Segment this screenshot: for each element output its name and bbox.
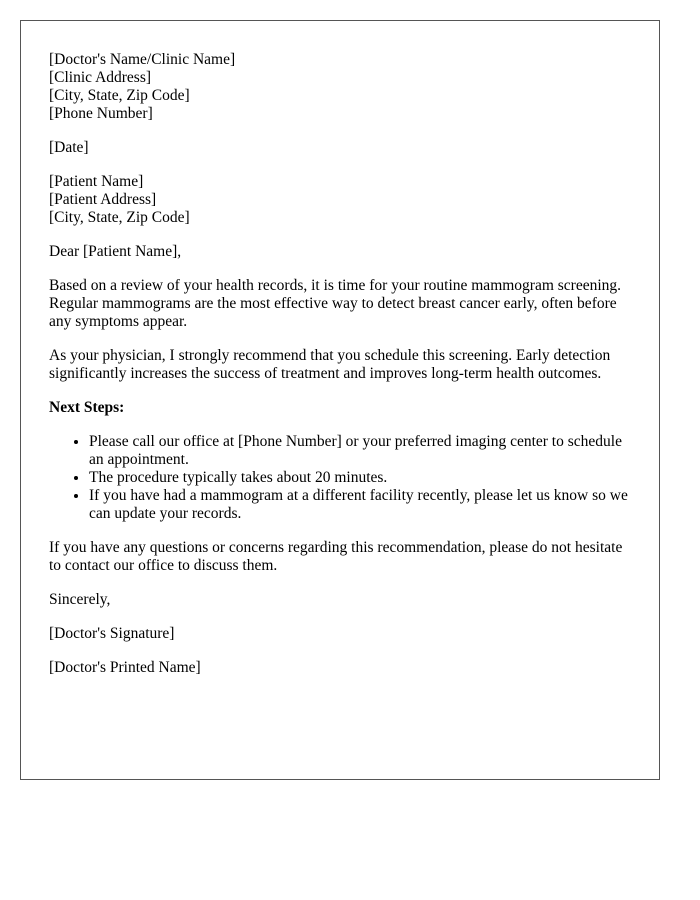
list-item: • The procedure typically takes about 20 minutes.: [89, 469, 631, 487]
body-paragraph-1: Based on a review of your health records, it is time for your routine mammogram screening. Regular mammograms are the most effective way to detect breast cancer early, often before any symptoms appear.: [49, 277, 622, 330]
sender-name: [Doctor's Name/Clinic Name]: [49, 51, 236, 68]
sender-phone: [Phone Number]: [49, 105, 153, 122]
body-paragraph-2: As your physician, I strongly recommend that you schedule this screening. Early detection significantly increases the success of treatment and improves long-term health outcomes.: [49, 347, 611, 382]
salutation: Dear [Patient Name],: [49, 243, 182, 260]
list-item: • Please call our office at [Phone Number] or your preferred imaging center to schedule an appointment.: [89, 433, 631, 469]
letter-page: [20, 20, 660, 780]
signature: [Doctor's Signature]: [49, 625, 175, 642]
list-item: • If you have had a mammogram at a different facility recently, please let us know so we can update your records.: [89, 487, 631, 523]
next-steps-heading: Next Steps:: [49, 399, 125, 416]
sender-city-state-zip: [City, State, Zip Code]: [49, 87, 190, 104]
closing: Sincerely,: [49, 591, 111, 608]
recipient-address: [Patient Address]: [49, 191, 157, 208]
printed-name: [Doctor's Printed Name]: [49, 659, 201, 676]
sender-address: [Clinic Address]: [49, 69, 152, 86]
date-block: [49, 139, 631, 157]
closing-paragraph: If you have any questions or concerns regarding this recommendation, please do not hesitate to contact our office to discuss them.: [49, 539, 623, 574]
recipient-name: [Patient Name]: [49, 173, 144, 190]
letter-date: [Date]: [49, 139, 89, 156]
recipient-block: [49, 173, 631, 227]
sender-block: [49, 51, 631, 123]
recipient-city-state-zip: [City, State, Zip Code]: [49, 209, 190, 226]
next-steps-list: [49, 433, 631, 523]
